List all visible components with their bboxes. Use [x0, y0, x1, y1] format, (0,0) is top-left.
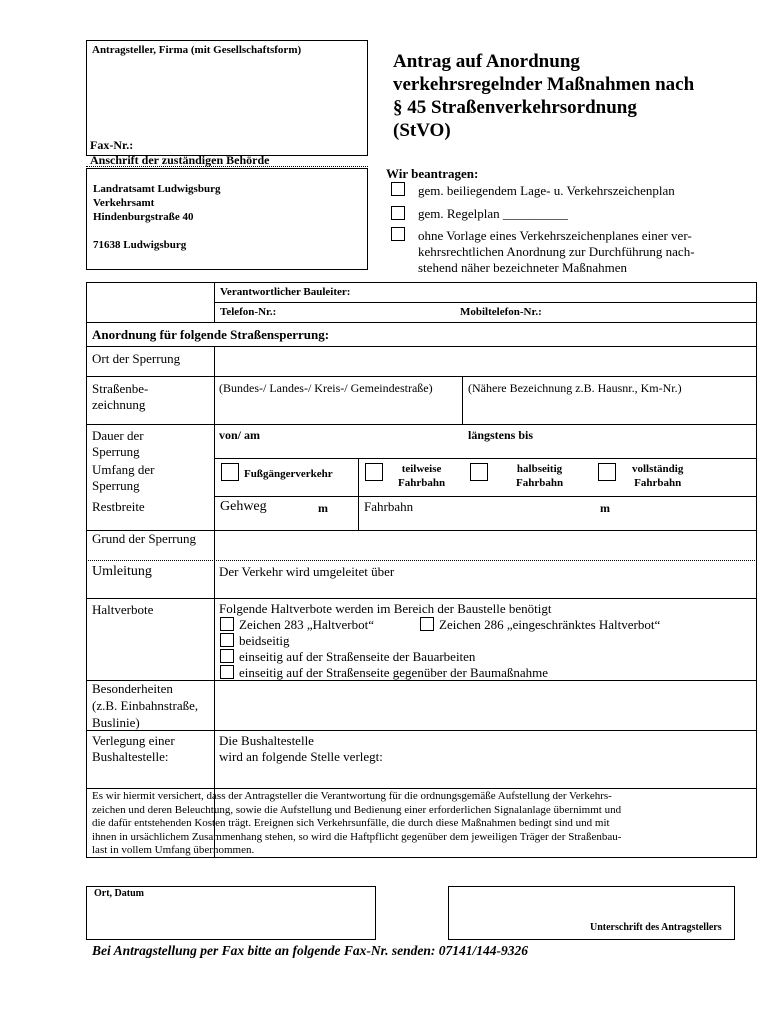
detour-text: Der Verkehr wird umgeleitet über	[219, 564, 395, 579]
parking-both-label: beidseitig	[239, 633, 290, 648]
divider	[86, 424, 757, 425]
mobile-label: Mobiltelefon-Nr.:	[460, 306, 542, 318]
extent-half-checkbox[interactable]	[470, 463, 488, 481]
street-type-hint: (Bundes-/ Landes-/ Kreis-/ Gemeindestraße)	[219, 381, 433, 395]
declaration-text: Es wir hiermit versichert, dass der Antragsteller die Verantwortung für die ordnungsgemäße Aufstellung der Verkehrs- zeichen und deren Beleuchtung, sowie die Aufstellung und Bedienung einer erforderlichen Signalanlage übernimmt und die dafür entstehenden Kosten trägt. Ereignen sich Verkehrsunfälle, die durch diese Maßnahmen bedingt sind und mit ihnen in ursächlichem Zusammenhang stehen, so wird die Haftpflicht gegenüber dem jeweiligen Träger der Straßenbau- last in vollem Umfang übernommen.	[92, 790, 622, 857]
closure-heading: Anordnung für folgende Straßensperrung:	[92, 327, 330, 342]
from-label: von/ am	[219, 428, 261, 442]
authority-label: Anschrift der zuständigen Behörde	[90, 153, 270, 167]
parking-286-label: Zeichen 286 „eingeschränktes Haltverbot“	[439, 617, 661, 632]
fax-note: Bei Antragstellung per Fax bitte an folgende Fax-Nr. senden: 07141/144-9326	[92, 943, 529, 958]
divider	[86, 560, 757, 561]
street-label: Straßenbe- zeichnung	[92, 381, 149, 412]
applicant-label: Antragsteller, Firma (mit Gesellschaftsform)	[92, 44, 302, 56]
phone-label: Telefon-Nr.:	[220, 306, 277, 318]
duration-label: Dauer der Sperrung	[92, 428, 144, 459]
extent-half-label: halbseitig Fahrbahn	[516, 463, 564, 489]
divider	[214, 346, 215, 858]
parking-opposite-side-checkbox[interactable]	[220, 665, 234, 679]
divider	[86, 730, 757, 731]
signature-label: Unterschrift des Antragstellers	[590, 922, 722, 933]
bus-text: Die Bushaltestelle wird an folgende Stelle verlegt:	[219, 733, 383, 764]
divider	[86, 322, 757, 323]
divider	[214, 458, 757, 459]
parking-label: Haltverbote	[92, 602, 154, 617]
sidewalk-label: Gehweg	[220, 499, 267, 514]
street-detail-hint: (Nähere Bezeichnung z.B. Hausnr., Km-Nr.)	[468, 381, 682, 395]
divider	[462, 376, 463, 424]
location-label: Ort der Sperrung	[92, 351, 181, 366]
parking-283-checkbox[interactable]	[220, 617, 234, 631]
divider	[86, 598, 757, 599]
extent-full-checkbox[interactable]	[598, 463, 616, 481]
divider	[86, 376, 757, 377]
remaining-width-label: Restbreite	[92, 499, 145, 514]
parking-283-label: Zeichen 283 „Haltverbot“	[239, 617, 374, 632]
roadway-label: Fahrbahn	[364, 499, 414, 514]
request-heading: Wir beantragen:	[386, 166, 479, 181]
special-label: Besonderheiten (z.B. Einbahnstraße, Buslinie)	[92, 681, 199, 730]
divider	[214, 302, 757, 303]
reason-label: Grund der Sperrung	[92, 531, 196, 546]
until-label: längstens bis	[468, 428, 534, 442]
site-manager-label: Verantwortlicher Bauleiter:	[220, 286, 351, 298]
authority-address: Landratsamt Ludwigsburg Verkehrsamt Hindenburgstraße 40 71638 Ludwigsburg	[93, 183, 221, 251]
roadway-unit: m	[600, 501, 610, 515]
parking-286-checkbox[interactable]	[420, 617, 434, 631]
extent-full-label: vollständig Fahrbahn	[632, 463, 684, 489]
bus-label: Verlegung einer Bushaltestelle:	[92, 733, 175, 764]
extent-partial-label: teilweise Fahrbahn	[398, 463, 446, 489]
divider	[86, 788, 757, 789]
divider	[214, 496, 757, 497]
extent-pedestrian-label: Fußgängerverkehr	[244, 468, 333, 480]
sidewalk-unit: m	[318, 501, 328, 515]
option-none-label: ohne Vorlage eines Verkehrszeichenplanes einer ver- kehrsrechtlichen Anordnung zur Durchführung nach- stehend näher bezeichneter Maßnahmen	[418, 228, 695, 275]
extent-label: Umfang der Sperrung	[92, 462, 155, 493]
parking-opposite-side-label: einseitig auf der Straßenseite gegenüber der Baumaßnahme	[239, 665, 548, 680]
fax-label: Fax-Nr.:	[90, 138, 134, 152]
option-regelplan-label: gem. Regelplan __________	[418, 206, 568, 221]
parking-work-side-label: einseitig auf der Straßenseite der Bauarbeiten	[239, 649, 476, 664]
option-plan-checkbox[interactable]	[391, 182, 405, 196]
parking-both-checkbox[interactable]	[220, 633, 234, 647]
page-title: Antrag auf Anordnung verkehrsregelnder Maßnahmen nach § 45 Straßenverkehrsordnung (StVO)	[393, 51, 695, 141]
place-date-label: Ort, Datum	[94, 888, 144, 899]
option-plan-label: gem. beiliegendem Lage- u. Verkehrszeichenplan	[418, 183, 675, 198]
detour-label: Umleitung	[92, 564, 152, 579]
parking-work-side-checkbox[interactable]	[220, 649, 234, 663]
option-regelplan-checkbox[interactable]	[391, 206, 405, 220]
divider	[86, 346, 757, 347]
extent-partial-checkbox[interactable]	[365, 463, 383, 481]
extent-pedestrian-checkbox[interactable]	[221, 463, 239, 481]
closure-table	[86, 282, 757, 858]
option-none-checkbox[interactable]	[391, 227, 405, 241]
parking-intro: Folgende Haltverbote werden im Bereich der Baustelle benötigt	[219, 601, 552, 616]
divider	[358, 458, 359, 530]
